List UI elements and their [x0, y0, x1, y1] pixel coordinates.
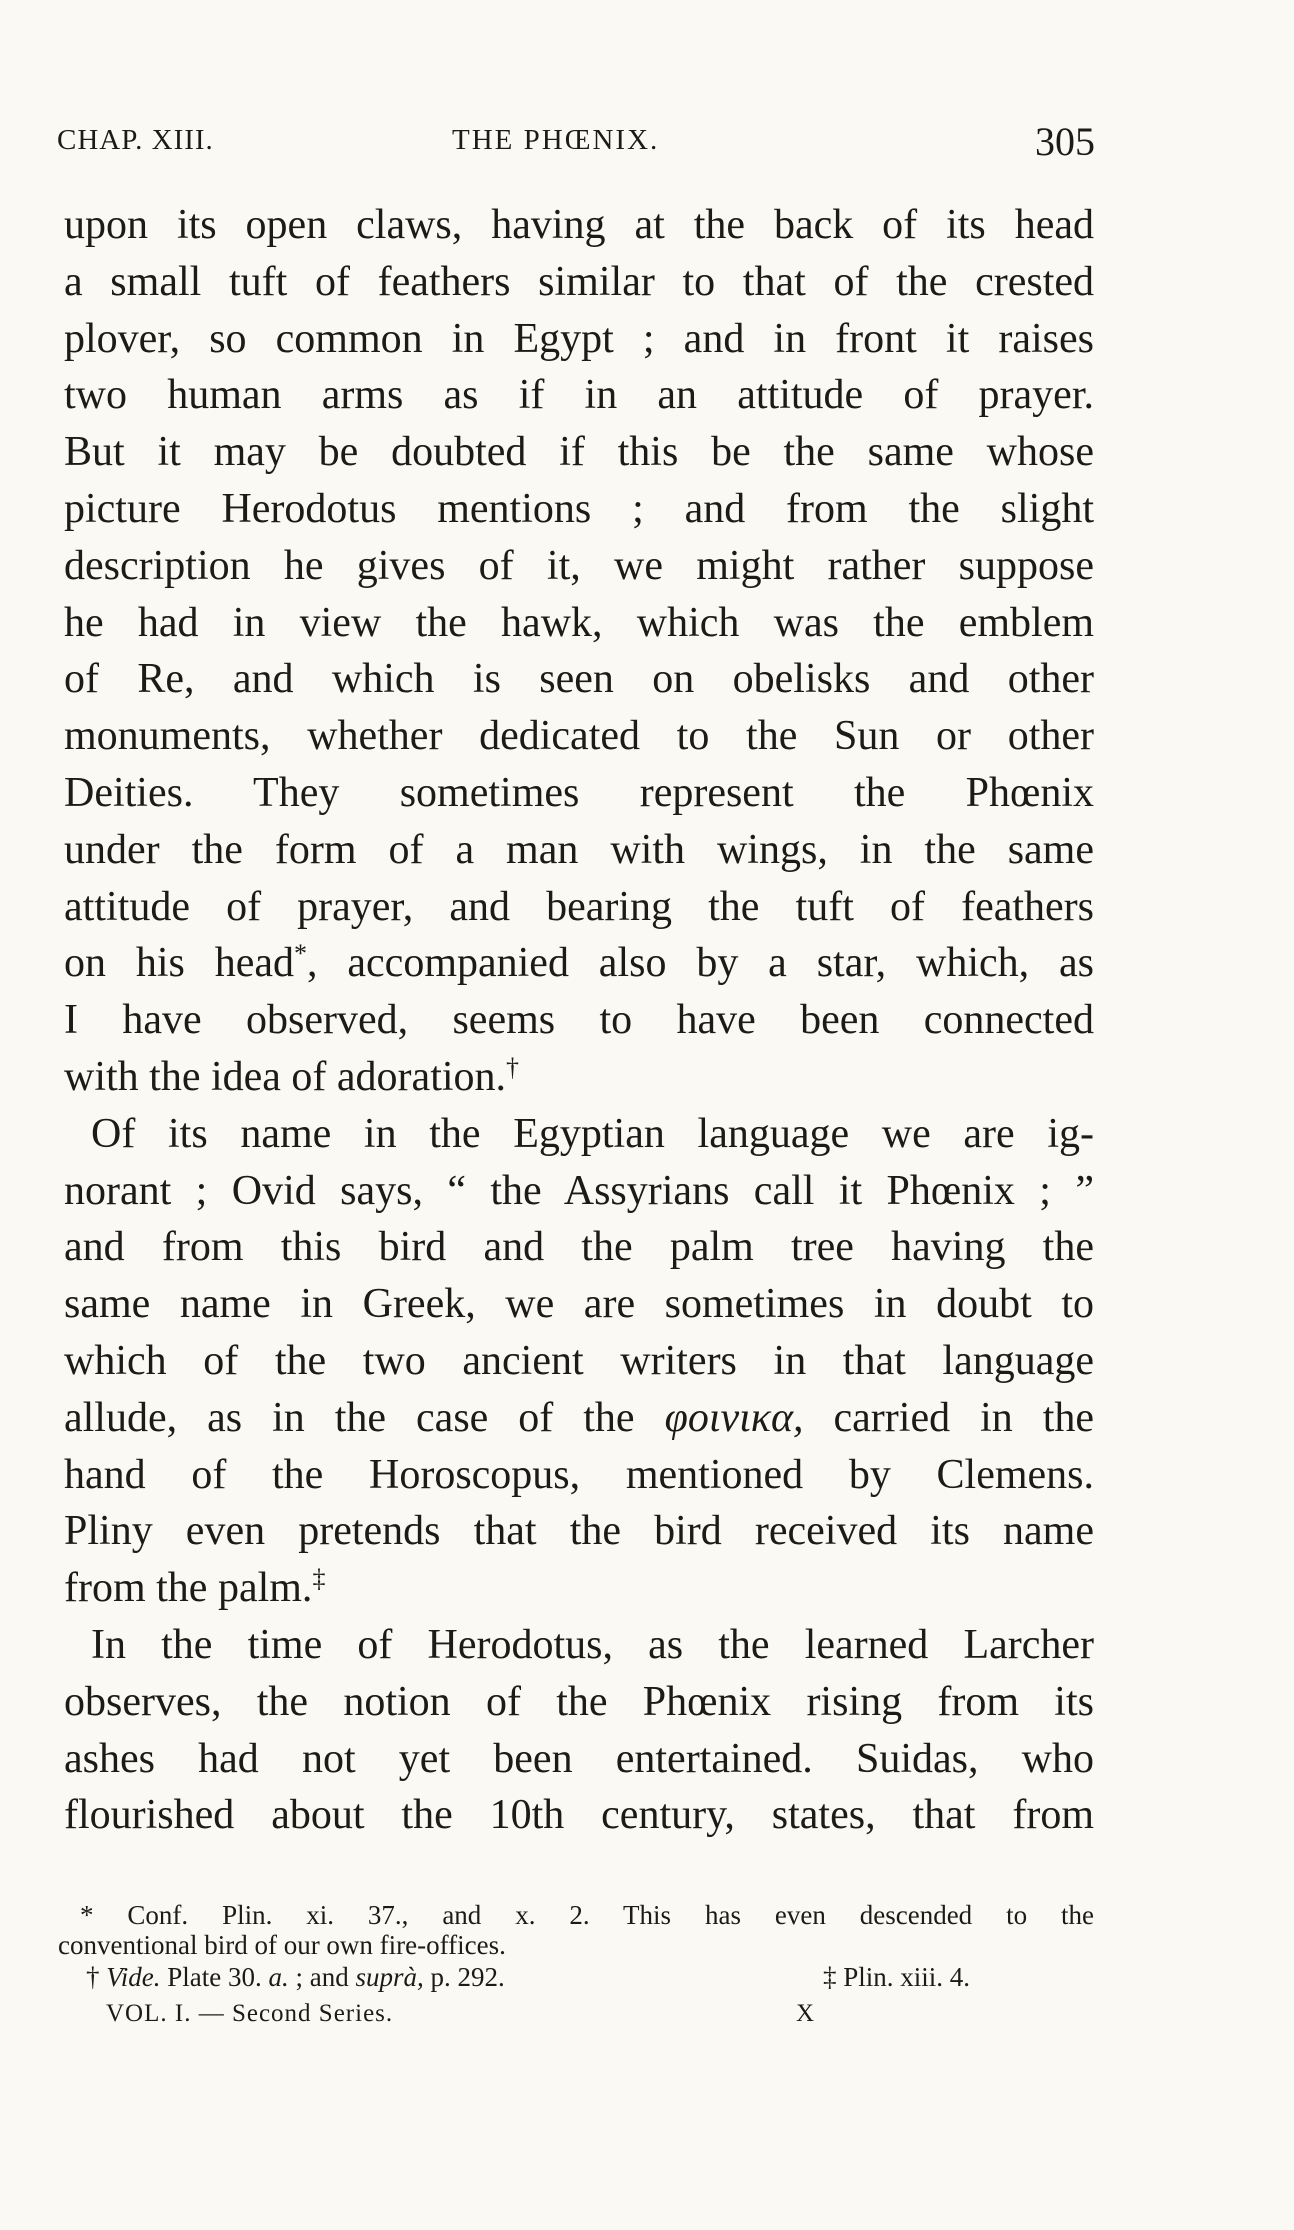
- text-line: [64, 1390, 1094, 1447]
- text-line: But it may be doubted if this be the same whose: [64, 429, 1094, 476]
- text-line: attitude of prayer, and bearing the tuft of feathers: [64, 883, 1094, 930]
- text-line: Deities. They sometimes represent the Phœnix: [64, 769, 1094, 816]
- footnote-fragment: Plate 30.: [160, 1962, 269, 1992]
- text-line: two human arms as if in an attitude of prayer.: [64, 372, 1094, 419]
- text-line: In the time of Herodotus, as the learned Larcher: [91, 1621, 1094, 1668]
- text-fragment: , accompanied also by a star, which, as: [307, 940, 1095, 987]
- footnote-double-dagger: [823, 1962, 970, 1993]
- text-line: he had in view the hawk, which was the emblem: [64, 599, 1094, 646]
- footnote-fragment: Plin. xiii. 4.: [843, 1962, 971, 1992]
- text-line: Of its name in the Egyptian language we are ig-: [91, 1110, 1094, 1157]
- page-title: THE PHŒNIX.: [452, 124, 660, 156]
- footnote-marker-dagger: †: [506, 1052, 520, 1082]
- footnotes: [58, 1900, 1094, 2032]
- text-line: [64, 935, 1094, 992]
- text-line: of Re, and which is seen on obelisks and other: [64, 656, 1094, 703]
- text-line: ashes had not yet been entertained. Suidas, who: [64, 1735, 1094, 1782]
- footnote-marker-asterisk: *: [294, 939, 308, 969]
- footnote-row: [58, 1960, 1094, 1996]
- footnote-fragment: suprà,: [355, 1962, 424, 1992]
- text-line: Pliny even pretends that the bird received its name: [64, 1508, 1094, 1555]
- text-line: and from this bird and the palm tree having the: [64, 1224, 1094, 1271]
- greek-word: φοινικα,: [664, 1394, 804, 1441]
- footnote-fragment: ; and: [288, 1962, 356, 1992]
- page-number: 305: [1035, 119, 1095, 164]
- footnote-marker-double-dagger: ‡: [312, 1564, 326, 1594]
- footnote-marker: ‡: [823, 1962, 837, 1992]
- text-fragment: allude, as in the case of the: [64, 1394, 635, 1441]
- text-line: norant ; Ovid says, “ the Assyrians call it Phœnix ; ”: [64, 1167, 1094, 1214]
- text-line: I have observed, seems to have been connected: [64, 997, 1094, 1044]
- footnote-line: conventional bird of our own fire-offices.: [58, 1930, 506, 1960]
- text-line: a small tuft of feathers similar to that of the crested: [64, 258, 1094, 305]
- text-line: flourished about the 10th century, states, that from: [64, 1792, 1094, 1839]
- text-line: upon its open claws, having at the back of its head: [64, 202, 1094, 248]
- footnote-dagger: [86, 1962, 505, 1993]
- text-line: hand of the Horoscopus, mentioned by Clemens.: [64, 1451, 1094, 1498]
- text-line: description he gives of it, we might rather suppose: [64, 542, 1094, 589]
- text-line: observes, the notion of the Phœnix rising from its: [64, 1678, 1094, 1725]
- text-fragment: carried in the: [833, 1394, 1095, 1441]
- signature-mark: X: [796, 2000, 815, 2027]
- signature-line: [58, 1996, 1094, 2032]
- text-fragment: on his head: [64, 940, 295, 987]
- text-line: which of the two ancient writers in that language: [64, 1337, 1094, 1384]
- chapter-label: CHAP. XIII.: [57, 124, 214, 156]
- footnote-fragment: a.: [268, 1962, 289, 1992]
- text-line: [64, 1560, 1094, 1617]
- footnote-fragment: Vide.: [106, 1962, 161, 1992]
- text-line: same name in Greek, we are sometimes in doubt to: [64, 1281, 1094, 1328]
- text-fragment: with the idea of adoration.: [64, 1053, 507, 1100]
- text-line: under the form of a man with wings, in the same: [64, 826, 1094, 873]
- text-line: picture Herodotus mentions ; and from the slight: [64, 485, 1094, 532]
- running-head: [0, 118, 1294, 168]
- text-line: monuments, whether dedicated to the Sun or other: [64, 713, 1094, 760]
- volume-label: VOL. I. — Second Series.: [106, 2000, 394, 2027]
- text-line: plover, so common in Egypt ; and in front it raises: [64, 315, 1094, 362]
- footnote-fragment: p. 292.: [423, 1962, 505, 1992]
- footnote-marker: †: [86, 1962, 100, 1992]
- text-line: [64, 1049, 1094, 1106]
- footnote-line: * Conf. Plin. xi. 37., and x. 2. This has even descended to the: [80, 1900, 1094, 1930]
- body-text: [64, 197, 1094, 1844]
- text-fragment: from the palm.: [64, 1565, 313, 1612]
